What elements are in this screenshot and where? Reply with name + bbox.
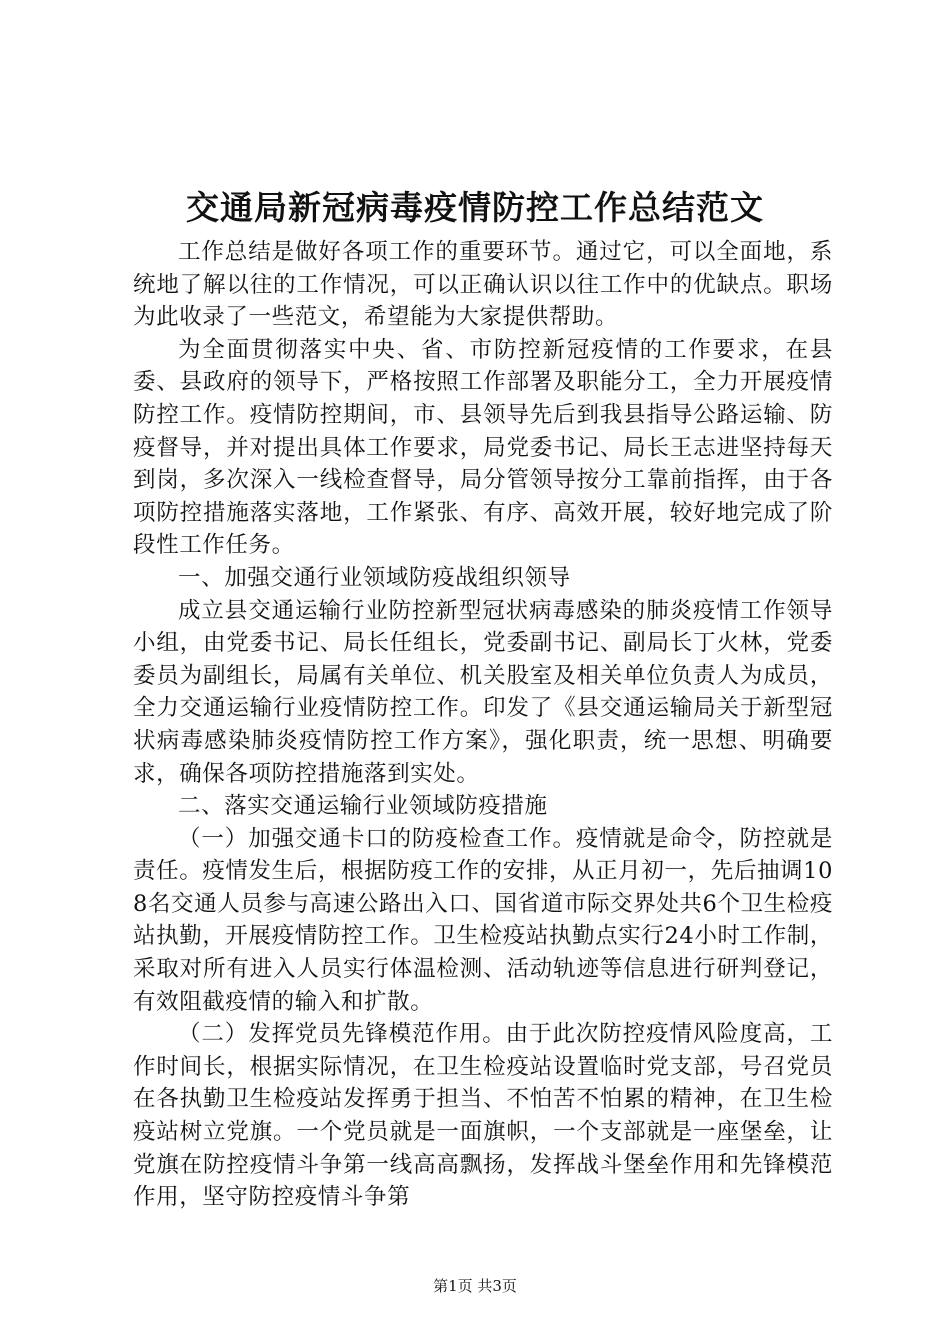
paragraph-overview: 为全面贯彻落实中央、省、市防控新冠疫情的工作要求，在县委、县政府的领导下，严格按照工作部署及职能分工，全力开展疫情防控工作。疫情防控期间，市、县领导先后到我县指导公路运输、防疫督导，并对提出具体工作要求，局党委书记、局长王志进坚持每天到岗，多次深入一线检查督导，局分管领导按分工靠前指挥，由于各项防控措施落实落地，工作紧张、有序、高效开展，较好地完成了阶段性工作任务。 <box>133 336 833 559</box>
document-title: 交通局新冠病毒疫情防控工作总结范文 <box>186 188 764 227</box>
section-heading-2: 二、落实交通运输行业领域防疫措施 <box>178 793 548 820</box>
section-heading-1: 一、加强交通行业领域防疫战组织领导 <box>178 564 571 591</box>
paragraph-subsection-1: （一）加强交通卡口的防疫检查工作。疫情就是命令，防控就是责任。疫情发生后，根据防疫工作的安排，从正月初一，先后抽调108名交通人员参与高速公路出入口、国省道市际交界处共6个卫生检疫站执勤，开展疫情防控工作。卫生检疫站执勤点实行24小时工作制，采取对所有进入人员实行体温检测、活动轨迹等信息进行研判登记，有效阻截疫情的输入和扩散。 <box>133 825 833 1015</box>
document-body <box>133 236 833 1214</box>
page-number-footer: 第1页 共3页 <box>433 1277 517 1295</box>
paragraph-intro: 工作总结是做好各项工作的重要环节。通过它，可以全面地，系统地了解以往的工作情况，可以正确认识以往工作中的优缺点。职场为此收录了一些范文，希望能为大家提供帮助。 <box>133 239 833 331</box>
paragraph-subsection-2: （二）发挥党员先锋模范作用。由于此次防控疫情风险度高，工作时间长，根据实际情况，在卫生检疫站设置临时党支部，号召党员在各执勤卫生检疫站发挥勇于担当、不怕苦不怕累的精神，在卫生检疫站树立党旗。一个党员就是一面旗帜，一个支部就是一座堡垒，让党旗在防控疫情斗争第一线高高飘扬，发挥战斗堡垒作用和先锋模范作用，坚守防控疫情斗争第 <box>133 1021 833 1211</box>
paragraph-section-1: 成立县交通运输行业防控新型冠状病毒感染的肺炎疫情工作领导小组，由党委书记、局长任组长，党委副书记、副局长丁火林，党委委员为副组长，局属有关单位、机关股室及相关单位负责人为成员，全力交通运输行业疫情防控工作。印发了《县交通运输局关于新型冠状病毒感染肺炎疫情防控工作方案》，强化职责，统一思想、明确要求，确保各项防控措施落到实处。 <box>133 597 833 787</box>
